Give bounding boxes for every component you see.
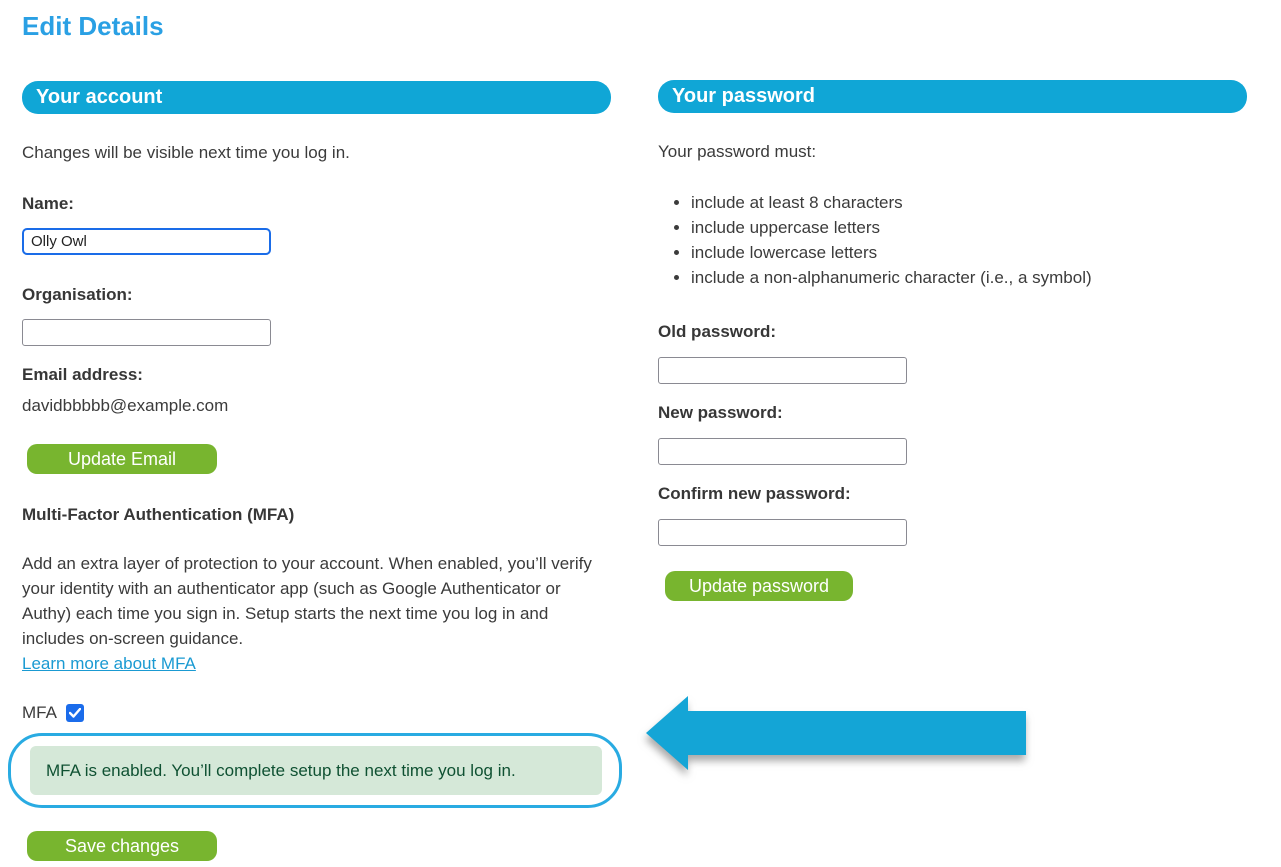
mfa-heading: Multi-Factor Authentication (MFA) [22, 505, 295, 524]
mfa-description: Add an extra layer of protection to your account. When enabled, you’ll verify your identity with an authenticator app (such as Google Authenticator or Authy) each time you sign in. Setup starts the next time you log in and includes on-screen guidance. [22, 554, 592, 648]
password-requirement: • include a non-alphanumeric character (i.e., a symbol) [691, 265, 1247, 290]
organisation-input[interactable] [22, 319, 271, 346]
organisation-label: Organisation: [22, 285, 133, 304]
password-header-label: Your password [672, 85, 815, 107]
name-label: Name: [22, 194, 74, 213]
mfa-checkbox-label: MFA [22, 703, 57, 722]
account-header-label: Your account [36, 86, 163, 108]
password-intro-text: Your password must: [658, 142, 817, 161]
name-input[interactable] [22, 228, 271, 255]
mfa-status-message: MFA is enabled. You’ll complete setup the next time you log in. [30, 746, 602, 795]
save-changes-button[interactable]: Save changes [27, 831, 217, 861]
mfa-status-highlight-outline [8, 733, 622, 808]
email-value: davidbbbbb@example.com [22, 396, 229, 415]
mfa-checkbox-row [22, 703, 611, 723]
email-label: Email address: [22, 365, 143, 384]
password-requirement: • include lowercase letters [691, 240, 1247, 265]
confirm-new-password-input[interactable] [658, 519, 907, 546]
new-password-label: New password: [658, 403, 783, 422]
password-requirements-list [658, 190, 1247, 290]
account-header-bar [22, 81, 611, 114]
mfa-learn-more-link[interactable]: Learn more about MFA [22, 654, 196, 673]
old-password-input[interactable] [658, 357, 907, 384]
new-password-input[interactable] [658, 438, 907, 465]
account-intro-text: Changes will be visible next time you log in. [22, 143, 350, 162]
password-section [658, 0, 1247, 861]
account-section [22, 0, 611, 861]
password-requirement: • include uppercase letters [691, 215, 1247, 240]
update-email-button[interactable]: Update Email [27, 444, 217, 474]
confirm-new-password-label: Confirm new password: [658, 484, 851, 503]
mfa-checkbox[interactable] [66, 704, 84, 722]
page-title: Edit Details [22, 11, 164, 41]
update-password-button[interactable]: Update password [665, 571, 853, 601]
password-header-bar [658, 80, 1247, 113]
password-requirement: • include at least 8 characters [691, 190, 1247, 215]
checkmark-icon [69, 708, 81, 718]
old-password-label: Old password: [658, 322, 777, 341]
